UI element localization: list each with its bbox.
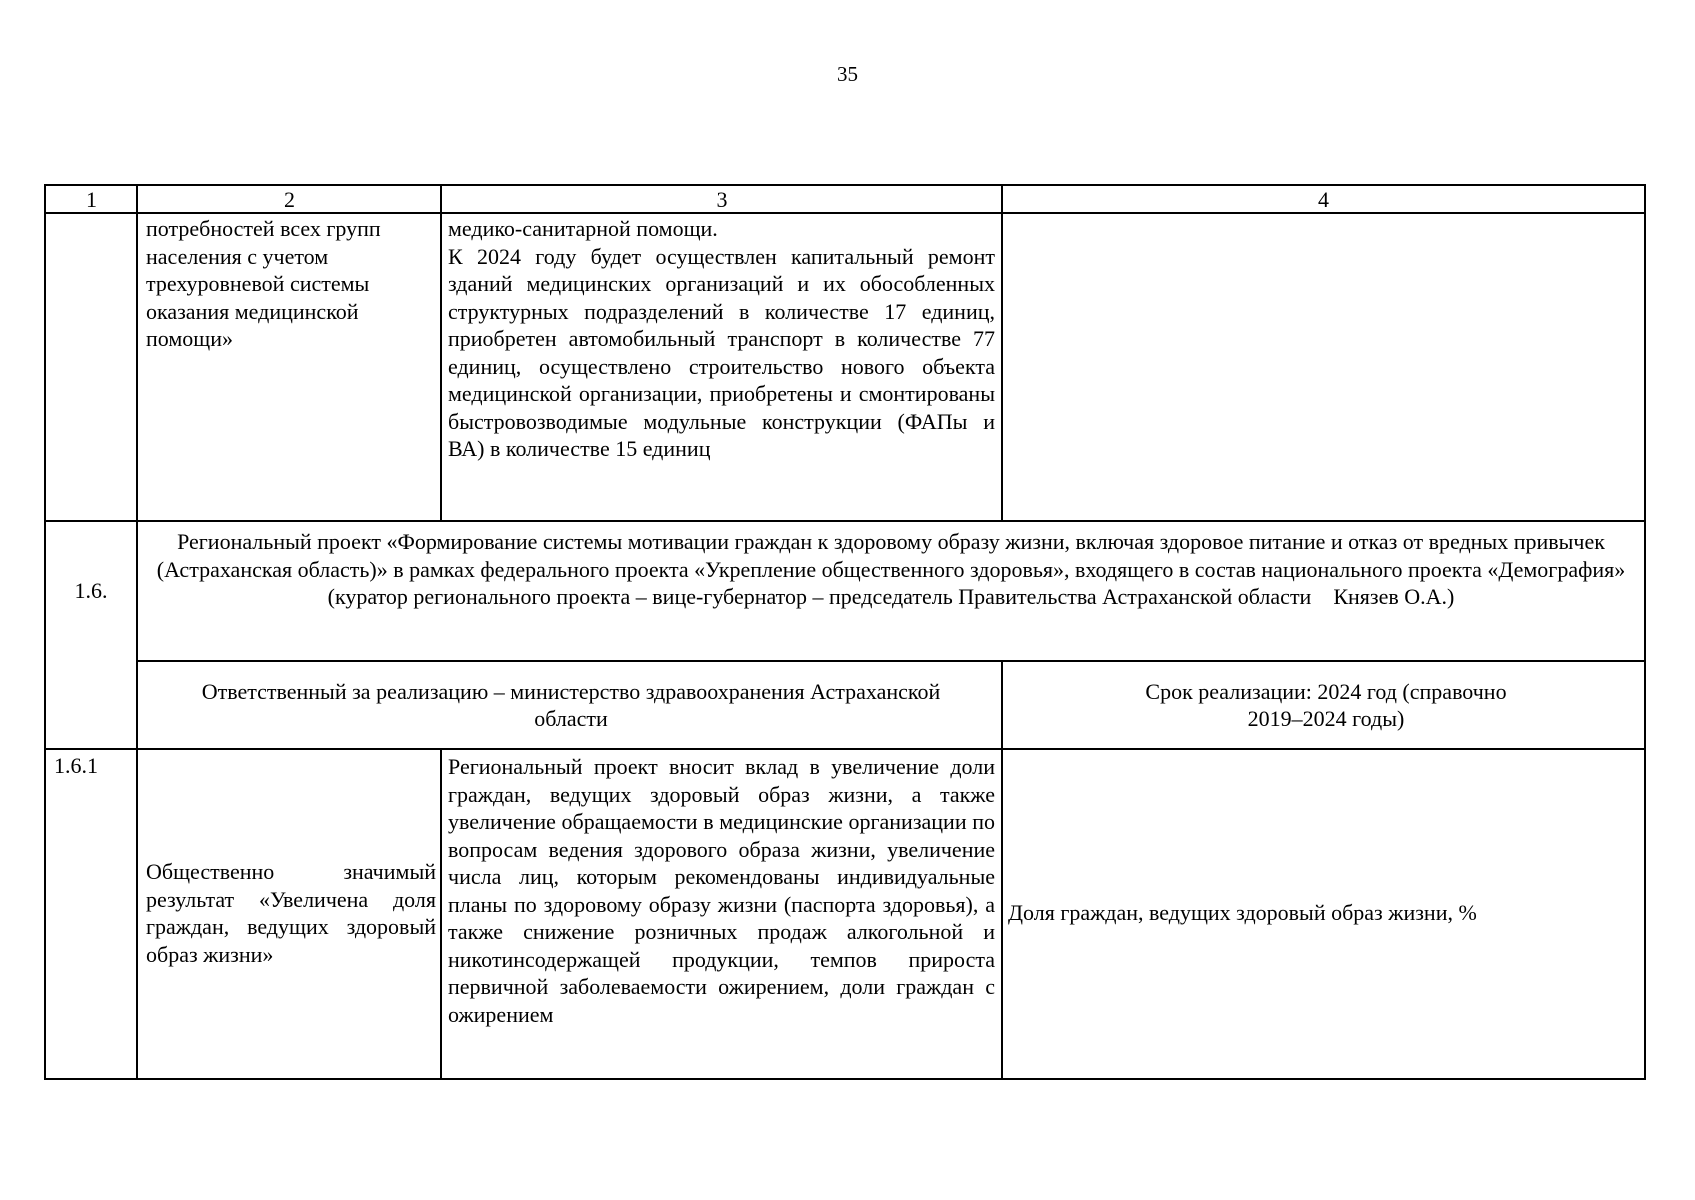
col-divider [136,186,138,1078]
result-cell [146,750,436,1076]
section-number-text: 1.6. [74,578,108,604]
term-text: Срок реализации: 2024 год (справочно 2019–2024 годы) [1145,678,1507,731]
header-col-4: 4 [1318,187,1329,212]
section-number [46,522,136,660]
header-col-3: 3 [716,187,728,212]
col-divider [440,186,442,521]
header-col-1: 1 [86,187,97,212]
term-cell [1136,662,1516,748]
table [44,184,1646,1080]
description-text: Региональный проект вносит вклад в увеличение доли граждан, ведущих здоровый образ жизни, а также увеличение обращаемости в медицинские организации по вопросам ведения здорового образа жизни, увеличение числа лиц, которым рекомендованы индивидуальные планы по здоровому образу жизни (паспорта здоровья), а также снижение розничных продаж алкогольной и никотинсодержащей продукции, темпов прироста первичной заболеваемости ожирением, доли граждан с ожирением [448,754,995,1027]
page-number: 35 [837,62,858,86]
header-col-2: 2 [284,187,295,212]
description-cell [448,753,995,1073]
continuation-description-line-2: К 2024 году будет осуществлен капитальный ремонт зданий медицинских организаций и их обособленных структурных подразделений в количестве 17 единиц, приобретен автомобильный транспорт в количестве 77 единиц, осуществлено строительство нового объекта медицинской организации, приобретены и смонтированы быстровозводимые модульные конструкции (ФАПы и ВА) в количестве 15 единиц [448,243,995,461]
indicator-text: Доля граждан, ведущих здоровый образ жизни, % [1008,900,1477,926]
continuation-result-text: потребностей всех групп населения с учетом трехуровневой системы оказания медицинской помощи» [146,216,381,351]
col-divider [1001,661,1003,1078]
col-divider [440,749,442,1078]
section-curator: (куратор регионального проекта – вице-губернатор – председатель Правительства Астраханской области Князев О.А.) [327,584,1455,609]
continuation-description-cell [448,215,995,515]
responsible-text: Ответственный за реализацию – министерство здравоохранения Астраханской области [201,678,941,731]
section-title: Региональный проект «Формирование системы мотивации граждан к здоровому образу жизни, включая здоровое питание и отказ от вредных привычек (Астраханская область)» в рамках федерального проекта «Укрепление общественного здоровья», входящего в состав национального проекта «Демография» [156,529,1626,582]
indicator-cell [1008,750,1638,1076]
responsible-cell [186,662,956,748]
continuation-indicator-cell [1008,215,1638,515]
section-title-cell [146,528,1636,656]
continuation-result-cell [146,215,396,515]
result-text: Общественно значимый результат «Увеличена доля граждан, ведущих здоровый образ жизни» [146,859,436,967]
continuation-description-line-1: медико-санитарной помощи. [448,216,718,241]
col-divider [1001,186,1003,521]
row-divider [46,520,1644,522]
row-number: 1.6.1 [54,753,98,778]
